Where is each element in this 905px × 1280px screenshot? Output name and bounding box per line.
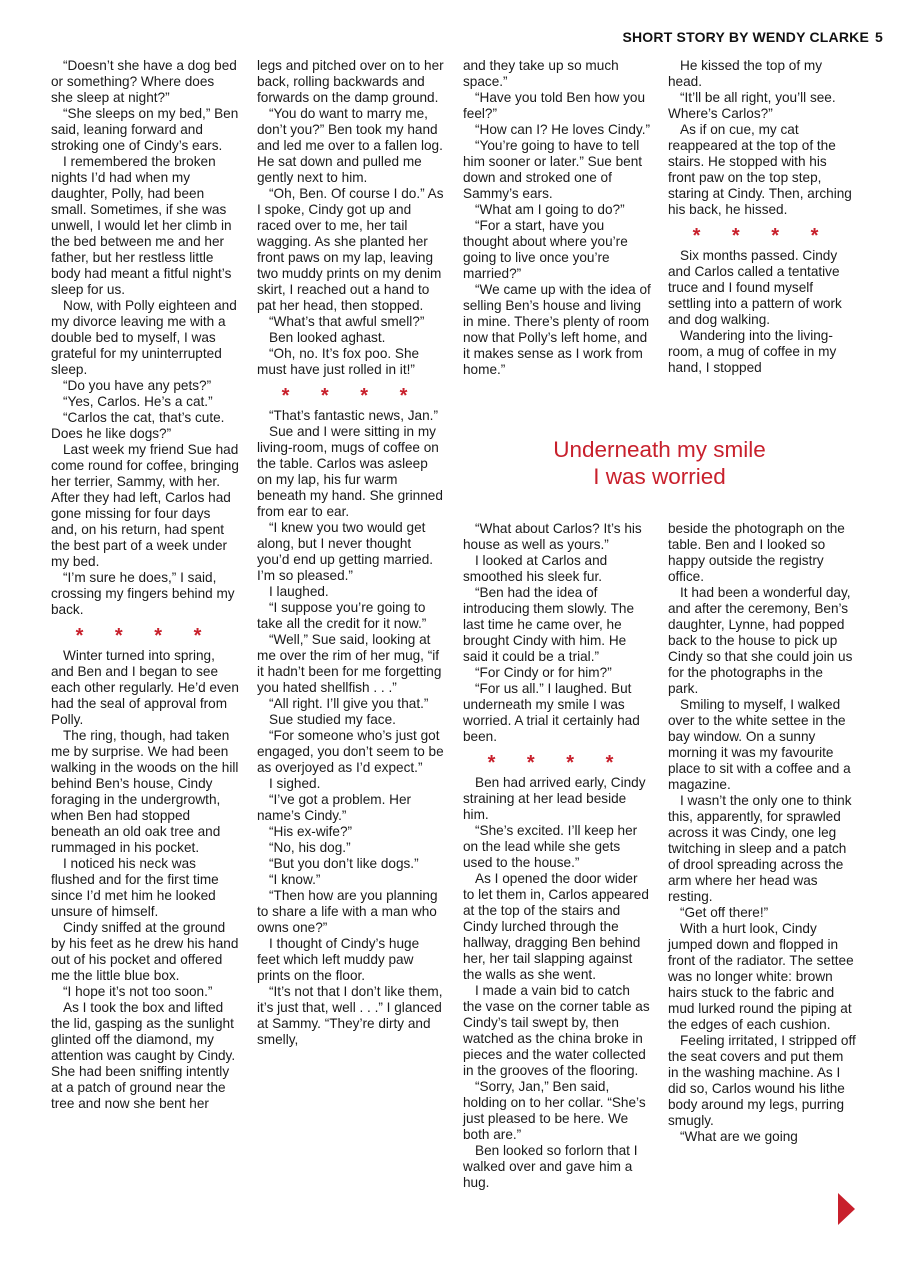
column-1 [51,58,239,1112]
paragraph: As I opened the door wider to let them in, Carlos appeared at the top of the stairs and Cindy lurched through the hallway, dragging Ben behind her, her tail slapping against the walls as she went. [463,871,649,982]
paragraph: As I took the box and lifted the lid, gasping as the sunlight glinted off the diamond, my attention was caught by Cindy. She had been sniffing intently at a patch of ground near the tree and now she bent her [51,1000,236,1111]
paragraph: “Get off there!” [680,905,769,920]
paragraph: “Yes, Carlos. He’s a cat.” [63,394,213,409]
paragraph: I looked at Carlos and smoothed his sleek fur. [463,553,608,584]
pull-quote [462,436,857,490]
paragraph: “I’ve got a problem. Her name’s Cindy.” [257,792,412,823]
paragraph: As if on cue, my cat reappeared at the top of the stairs. He stopped with his front paw on the top step, staring at Cindy. Then, arching his back, he hissed. [668,122,852,217]
scene-break-stars: * * * * [281,385,421,407]
paragraph: “Have you told Ben how you feel?” [463,90,646,121]
paragraph: I laughed. [269,584,329,599]
scene-break-stars: * * * * [75,625,215,647]
paragraph: The ring, though, had taken me by surprise. We had been walking in the woods on the hill behind Ben’s house, Cindy foraging in the undergrowth, when Ben had stopped beneath an old oak tree and rummaged in his pocket. [51,728,239,855]
paragraph: Last week my friend Sue had come round for coffee, bringing her terrier, Sammy, with her. After they had left, Carlos had gone missing for four days and, on his return, had spent the best part of a week under my bed. [51,442,239,569]
paragraph: “What are we going [680,1129,798,1144]
paragraph: “I knew you two would get along, but I never thought you’d end up getting married. I’m so pleased.” [257,520,434,583]
paragraph: I made a vain bid to catch the vase on the corner table as Cindy’s tail swept by, then watched as the china broke in pieces and the water collected in the grooves of the flooring. [463,983,650,1078]
column-3-bottom [463,521,651,1191]
page-number: 5 [875,29,883,45]
paragraph: It had been a wonderful day, and after the ceremony, Ben’s daughter, Lynne, had popped back to the house to pick up Cindy so that she could join us for the photographs in the park. [668,585,853,696]
paragraph: “She’s excited. I’ll keep her on the lead while she gets used to the house.” [463,823,638,870]
paragraph: beside the photograph on the table. Ben and I looked so happy outside the registry office. [668,521,845,584]
paragraph: Wandering into the living-room, a mug of coffee in my hand, I stopped [668,328,837,375]
paragraph: “That’s fantastic news, Jan.” [269,408,438,423]
paragraph: “I hope it’s not too soon.” [63,984,213,999]
paragraph: Ben looked so forlorn that I walked over and gave him a hug. [463,1143,638,1190]
paragraph: “I know.” [269,872,321,887]
paragraph: “What’s that awful smell?” [269,314,425,329]
column-4-bottom [668,521,856,1145]
pull-quote-line: Underneath my smile [553,437,766,462]
running-header [622,29,883,45]
paragraph: “All right. I’ll give you that.” [269,696,429,711]
paragraph: “Ben had the idea of introducing them slowly. The last time he came over, he brought Cindy with him. He said it could be a trial.” [463,585,635,664]
paragraph: Smiling to myself, I walked over to the white settee in the bay window. On a sunny morning it was my favourite place to sit with a coffee and a magazine. [668,697,851,792]
paragraph: I thought of Cindy’s huge feet which left muddy paw prints on the floor. [257,936,420,983]
paragraph: With a hurt look, Cindy jumped down and flopped in front of the radiator. The settee was no longer white: brown hairs stuck to the fabric and mud lurked round the piping at the edges of each cushion. [668,921,854,1032]
paragraph: Sue and I were sitting in my living-room, mugs of coffee on the table. Carlos was asleep on my lap, his fur warm beneath my hand. She grinned from ear to ear. [257,424,443,519]
paragraph: Cindy sniffed at the ground by his feet as he drew his hand out of his pocket and offered me the little blue box. [51,920,239,983]
paragraph: Winter turned into spring, and Ben and I began to see each other regularly. He’d even had the seal of approval from Polly. [51,648,239,727]
paragraph: He kissed the top of my head. [668,58,823,89]
continue-arrow-icon [838,1193,855,1225]
paragraph: “Do you have any pets?” [63,378,212,393]
paragraph: Sue studied my face. [269,712,396,727]
paragraph: Now, with Polly eighteen and my divorce leaving me with a double bed to myself, I was grateful for my uninterrupted sleep. [51,298,237,377]
paragraph: “It’s not that I don’t like them, it’s just that, well . . .” I glanced at Sammy. “They’re dirty and smelly, [257,984,443,1047]
paragraph: “What am I going to do?” [475,202,625,217]
paragraph: and they take up so much space.” [463,58,619,89]
paragraph: “She sleeps on my bed,” Ben said, leaning forward and stroking one of Cindy’s ears. [51,106,239,153]
paragraph: “I suppose you’re going to take all the credit for it now.” [257,600,427,631]
paragraph: “For a start, have you thought about where you’re going to live once you’re married?” [463,218,628,281]
paragraph: “For someone who’s just got engaged, you don’t seem to be as overjoyed as I’d expect.” [257,728,444,775]
scene-break-stars: * * * * [487,752,627,774]
paragraph: “It’ll be all right, you’ll see. Where’s Carlos?” [668,90,836,121]
paragraph: “How can I? He loves Cindy.” [475,122,651,137]
paragraph: “No, his dog.” [269,840,351,855]
paragraph: “Oh, Ben. Of course I do.” As I spoke, Cindy got up and raced over to me, her tail wagging. As she planted her front paws on my lap, leaving two muddy prints on my denim skirt, I reached out a hand to pat her head, then stopped. [257,186,444,313]
paragraph: I remembered the broken nights I’d had when my daughter, Polly, had been small. Sometimes, if she was unwell, I would let her climb in the bed between me and her father, but her restless little body had meant a fitful night’s sleep for us. [51,154,232,297]
column-2 [257,58,445,1048]
paragraph: “Carlos the cat, that’s cute. Does he like dogs?” [51,410,225,441]
paragraph: “For us all.” I laughed. But underneath my smile I was worried. A trial it certainly had been. [463,681,640,744]
paragraph: “You’re going to have to tell him sooner or later.” Sue bent down and stroked one of Sammy’s ears. [463,138,643,201]
paragraph: “Then how are you planning to share a life with a man who owns one?” [257,888,438,935]
paragraph: Six months passed. Cindy and Carlos called a tentative truce and I found myself settling into a pattern of work and dog walking. [668,248,842,327]
paragraph: “Well,” Sue said, looking at me over the rim of her mug, “if it hadn’t been for me forgetting you hated shellfish . . .” [257,632,442,695]
paragraph: I wasn’t the only one to think this, apparently, for sprawled across it was Cindy, one leg twitching in sleep and a patch of drool spreading across the arm where her head was resting. [668,793,852,904]
column-4-top [668,58,856,376]
paragraph: “Sorry, Jan,” Ben said, holding on to her collar. “She’s just pleased to be here. We both are.” [463,1079,646,1142]
column-3-top [463,58,651,378]
paragraph: “His ex-wife?” [269,824,353,839]
paragraph: “I’m sure he does,” I said, crossing my fingers behind my back. [51,570,235,617]
paragraph: I noticed his neck was flushed and for the first time since I’d met him he looked unsure of himself. [51,856,219,919]
paragraph: “But you don’t like dogs.” [269,856,419,871]
paragraph: “Oh, no. It’s fox poo. She must have just rolled in it!” [257,346,420,377]
paragraph: legs and pitched over on to her back, rolling backwards and forwards on the damp ground. [257,58,444,105]
paragraph: Feeling irritated, I stripped off the seat covers and put them in the washing machine. As I did so, Carlos wound his lithe body around my legs, purring smugly. [668,1033,856,1128]
paragraph: Ben had arrived early, Cindy straining at her lead beside him. [463,775,646,822]
paragraph: I sighed. [269,776,321,791]
paragraph: “We came up with the idea of selling Ben’s house and living in mine. There’s plenty of room now that Polly’s left home, and it makes sense as I work from home.” [463,282,651,377]
paragraph: “What about Carlos? It’s his house as well as yours.” [463,521,642,552]
paragraph: Ben looked aghast. [269,330,386,345]
header-title: SHORT STORY BY WENDY CLARKE [622,29,869,45]
scene-break-stars: * * * * [692,225,832,247]
paragraph: “For Cindy or for him?” [475,665,612,680]
pull-quote-line: I was worried [593,464,726,489]
paragraph: “You do want to marry me, don’t you?” Ben took my hand and led me over to a fallen log. He sat down and pulled me gently next to him. [257,106,443,185]
paragraph: “Doesn’t she have a dog bed or something? Where does she sleep at night?” [51,58,237,105]
